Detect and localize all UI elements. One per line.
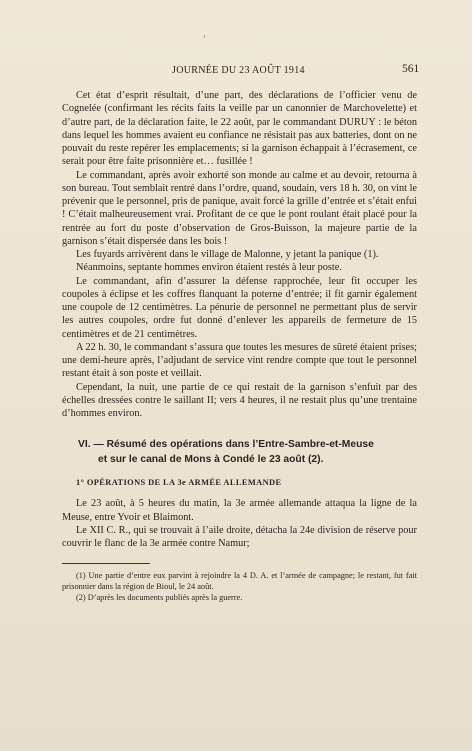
page-number: 561 [402, 63, 420, 75]
paragraph: Le XII C. R., qui se trouvait à l’aile droite, détacha la 24e division de réserve pour couvrir le flanc de la 3e armée contre Namur; [62, 524, 417, 549]
section-title-line-1: VI. — Résumé des opérations dans l’Entre-Sambre-et-Meuse [78, 439, 374, 451]
section-title [62, 437, 417, 467]
paragraph: Les fuyards arrivèrent dans le village de Malonne, y jetant la panique (1). [76, 249, 379, 260]
footnote: (2) D’après les documents publiés après la guerre. [76, 593, 243, 603]
paragraph: Le commandant, après avoir exhorté son monde au calme et au devoir, retourna à son bureau. Tout semblait rentré dans l’ordre, quand, soudain, vers 18 h. 30, on vint le prévenir que le personnel, pris de panique, avait forcé la grille d’entrée et s’était enfui ! C’était malheureusement vrai. Profitant de ce que le pont roulant était placé pour la rentrée au fort du poste d’observation de Gros-Buisson, la majeure partie de la garnison s’était dispersée dans les bois ! [62, 169, 417, 247]
paragraph: Le commandant, afin d’assurer la défense rapprochée, leur fit occuper les coupoles à éclipse et les coffres flanquant la poterne d’entrée; il fit garnir également une coupole de 12 centimètres. La pénurie de personnel ne permettant plus de servir les autres coupoles, ordre fut donné d’enlever les appareils de fermeture de 15 centimètres et de 21 centimètres. [62, 275, 417, 340]
paragraph: Cet état d’esprit résultait, d’une part, des déclarations de l’officier venu de Cognelée (confirmant les récits faits la veille par un canonnier de Marchovelette) et d’autre part, de la déclaration faite, le 22 août, par le commandant DURUY : le béton dans lequel les hommes avaient eu confiance ne résistait pas aux batteries, dont on ne pouvait du reste repérer les emplacements; si la garnison échappait à l’écrasement, ce serait pour être faite prisonnière et… fusillée ! [62, 90, 417, 168]
page-body [62, 89, 417, 603]
paragraph: Néanmoins, septante hommes environ étaient restés à leur poste. [76, 262, 342, 274]
section-title-line-2: et sur le canal de Mons à Condé le 23 août (2). [98, 454, 324, 466]
paragraph: Le 23 août, à 5 heures du matin, la 3e armée allemande attaqua la ligne de la Meuse, entre Yvoir et Blaimont. [62, 498, 417, 523]
paragraph: A 22 h. 30, le commandant s’assura que toutes les mesures de sûreté étaient prises; une demi-heure après, l’adjudant de service vint rendre compte que tout le personnel restant était à son poste et veillait. [62, 341, 417, 380]
stray-mark: ’ [203, 34, 206, 44]
running-title: JOURNÉE DU 23 AOÛT 1914 [172, 65, 305, 76]
footnote: (1) Une partie d’entre eux parvint à rejoindre la 4 D. A. et l’armée de campagne; le restant, fut fait prisonnier dans la région de Bioul, le 24 août. [62, 571, 417, 592]
footnote-divider [62, 563, 150, 564]
paragraph: Cependant, la nuit, une partie de ce qui restait de la garnison s’enfuit par des échelles dressées contre le saillant II; vers 4 heures, il ne restait plus qu’une trentaine d’hommes environ. [62, 381, 417, 419]
subsection-heading: 1° OPÉRATIONS DE LA 3e ARMÉE ALLEMANDE [76, 478, 282, 488]
